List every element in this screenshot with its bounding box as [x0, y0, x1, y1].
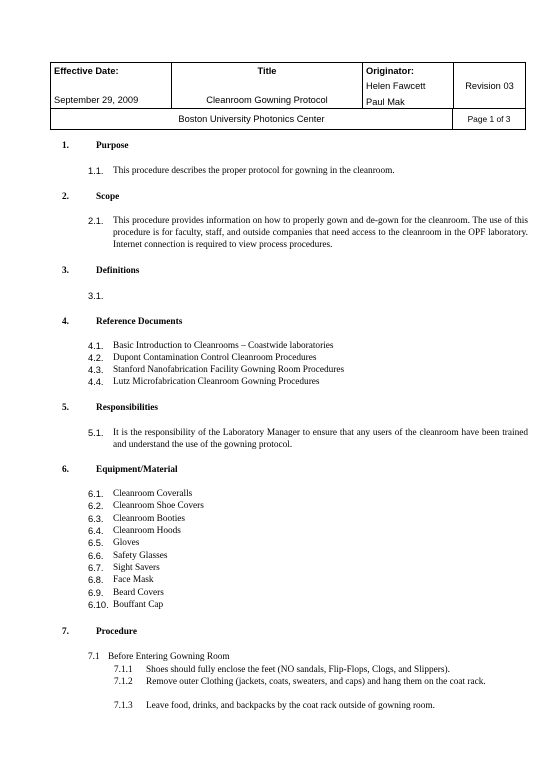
section-title: Definitions — [96, 266, 140, 276]
list-item — [88, 537, 528, 550]
item-text: This procedure describes the proper protocol for gowning in the cleanroom. — [113, 166, 395, 176]
item-number: 3.1. — [88, 291, 104, 301]
item-number: 4.1. — [88, 341, 104, 351]
list-item — [88, 290, 528, 303]
section-number: 4. — [62, 317, 69, 327]
section-number: 1. — [62, 141, 69, 151]
list-item — [88, 215, 528, 251]
section-heading-procedure — [62, 626, 137, 638]
section-title: Purpose — [96, 141, 129, 151]
item-text: Remove outer Clothing (jackets, coats, sweaters, and caps) and hang them on the coat rack. — [146, 677, 486, 687]
list-item — [88, 165, 528, 178]
item-number: 6.3. — [88, 514, 104, 524]
effective-date-cell — [51, 63, 172, 108]
originator-label: Originator: — [366, 66, 415, 76]
subsection-title: Before Entering Gowning Room — [108, 652, 230, 662]
section-heading-purpose — [62, 140, 129, 152]
item-text: Face Mask — [113, 575, 154, 585]
section-number: 7. — [62, 627, 69, 637]
item-number: 4.3. — [88, 365, 104, 375]
section-heading-scope — [62, 191, 119, 203]
item-text: Sight Savers — [113, 563, 160, 573]
effective-date-value: September 29, 2009 — [54, 95, 139, 105]
list-item — [88, 376, 528, 389]
revision-cell — [454, 63, 525, 108]
list-item — [114, 664, 530, 676]
originator-name-2: Paul Mak — [366, 97, 405, 107]
item-number: 5.1. — [88, 428, 104, 438]
title-cell — [172, 63, 363, 108]
item-text: Lutz Microfabrication Cleanroom Gowning Procedures — [113, 377, 320, 387]
item-number: 6.5. — [88, 538, 104, 548]
item-number: 7.1.2 — [114, 677, 133, 687]
list-item — [88, 427, 528, 451]
item-number: 6.6. — [88, 551, 104, 561]
header-row-1 — [51, 63, 525, 109]
originator-name-1: Helen Fawcett — [366, 81, 426, 91]
item-number: 1.1. — [88, 166, 104, 176]
subsection-heading — [88, 651, 528, 663]
effective-date-label: Effective Date: — [54, 66, 119, 76]
originator-cell — [363, 63, 454, 108]
item-text: Bouffant Cap — [113, 600, 164, 610]
list-item — [114, 700, 530, 712]
item-text: Beard Covers — [113, 588, 164, 598]
section-heading-equipment-material — [62, 464, 178, 476]
item-number: 6.1. — [88, 489, 104, 499]
revision-value: Revision 03 — [465, 81, 514, 91]
item-text: Leave food, drinks, and backpacks by the coat rack outside of gowning room. — [146, 701, 435, 711]
title-label: Title — [257, 66, 277, 76]
item-text: Dupont Contamination Control Cleanroom Procedures — [113, 353, 317, 363]
section-title: Equipment/Material — [96, 465, 178, 475]
item-number: 7.1.1 — [114, 665, 133, 675]
item-number: 6.2. — [88, 501, 104, 511]
item-text: This procedure provides information on how to properly gown and de-gown for the cleanroom. The use of this procedure is for faculty, staff, and outside companies that need access to the cleanroom in the OPF laboratory. Internet connection is required to view process procedures. — [113, 216, 528, 251]
item-number: 2.1. — [88, 216, 104, 226]
header-row-2 — [51, 109, 525, 129]
section-number: 5. — [62, 403, 69, 413]
section-number: 6. — [62, 465, 69, 475]
organization-name: Boston University Photonics Center — [51, 109, 453, 129]
document-header-table — [50, 62, 526, 130]
item-text: Safety Glasses — [113, 551, 168, 561]
section-heading-responsibilities — [62, 402, 158, 414]
section-number: 3. — [62, 266, 69, 276]
list-item — [88, 500, 528, 513]
item-number: 6.10. — [88, 600, 109, 610]
section-title: Responsibilities — [96, 403, 158, 413]
item-text: Shoes should fully enclose the feet (NO sandals, Flip-Flops, Clogs, and Slippers). — [146, 665, 450, 675]
item-text: It is the responsibility of the Laboratory Manager to ensure that any users of the cleanroom have been trained and understand the use of the gowning protocol. — [113, 428, 528, 451]
item-number: 6.8. — [88, 575, 104, 585]
subsection-number: 7.1 — [88, 652, 100, 662]
list-item — [114, 676, 530, 688]
page-indicator: Page 1 of 3 — [467, 114, 511, 124]
item-text: Cleanroom Hoods — [113, 526, 181, 536]
section-heading-definitions — [62, 265, 139, 277]
section-heading-reference-documents — [62, 316, 182, 328]
document-title: Cleanroom Gowning Protocol — [206, 95, 328, 105]
section-title: Reference Documents — [96, 317, 183, 327]
list-item — [88, 574, 528, 587]
item-text: Cleanroom Coveralls — [113, 489, 193, 499]
item-text: Cleanroom Shoe Covers — [113, 501, 204, 511]
item-number: 6.7. — [88, 563, 104, 573]
list-item — [88, 599, 528, 612]
item-number: 4.2. — [88, 353, 104, 363]
section-number: 2. — [62, 192, 69, 202]
section-title: Scope — [96, 192, 120, 202]
item-text: Cleanroom Booties — [113, 514, 186, 524]
item-number: 6.9. — [88, 588, 104, 598]
item-text: Stanford Nanofabrication Facility Gowning Room Procedures — [113, 365, 345, 375]
item-number: 7.1.3 — [114, 701, 133, 711]
section-title: Procedure — [96, 627, 137, 637]
item-number: 4.4. — [88, 377, 104, 387]
item-text: Basic Introduction to Cleanrooms – Coastwide laboratories — [113, 341, 334, 351]
item-text: Gloves — [113, 538, 140, 548]
item-number: 6.4. — [88, 526, 104, 536]
